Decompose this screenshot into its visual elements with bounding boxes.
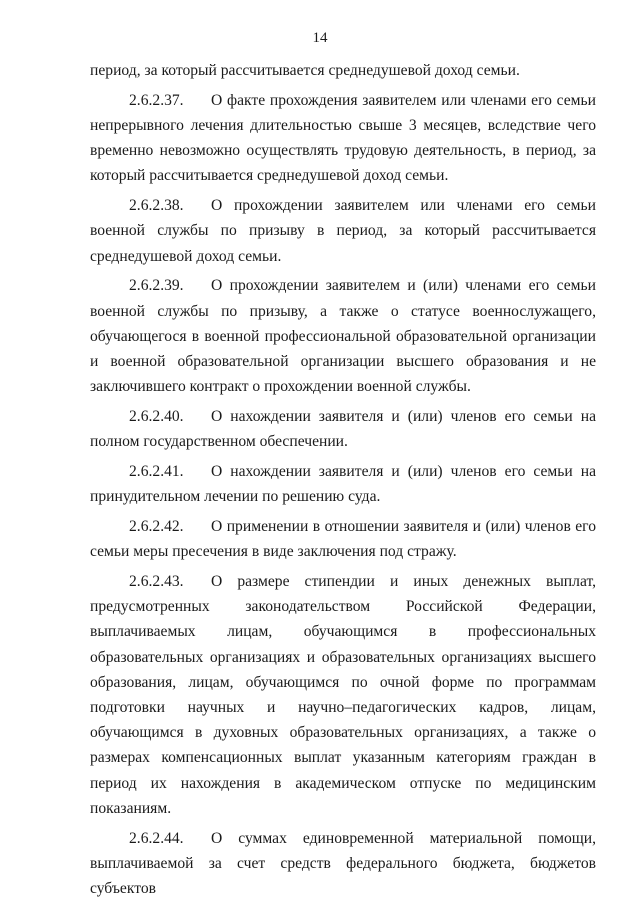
page-number: 14 — [312, 30, 328, 46]
paragraph — [90, 826, 596, 902]
paragraph — [90, 569, 596, 821]
paragraph — [90, 459, 596, 509]
paragraph-number: 2.6.2.43. — [129, 573, 184, 591]
paragraph-text: О нахождении заявителя и (или) членов его семьи на полном государственном обеспечении. — [90, 408, 596, 451]
paragraph — [90, 193, 596, 269]
paragraph-text: О факте прохождения заявителем или членами его семьи непрерывного лечения длительностью свыше 3 месяцев, вследствие чего временно невозможно осуществлять трудовую деятельность, в период, за который рассчитывается среднедушевой доход семьи. — [90, 91, 596, 185]
paragraph — [90, 404, 596, 454]
paragraph — [90, 58, 596, 83]
paragraph-text: О нахождении заявителя и (или) членов его семьи на принудительном лечении по решению суда. — [90, 463, 596, 506]
paragraph-text: О прохождении заявителем и (или) членами его семьи военной службы по призыву, а также о статусе военнослужащего, обучающегося в военной профессиональной образовательной организации и военной образовательной организации высшего образования и не заключившего контракт о прохождении военной службы. — [90, 277, 596, 396]
paragraph — [90, 273, 596, 399]
paragraph — [90, 88, 596, 189]
paragraph-text: О прохождении заявителем или членами его семьи военной службы по призыву в период, за который рассчитывается среднедушевой доход семьи. — [90, 197, 596, 265]
paragraph — [90, 514, 596, 564]
paragraph-text: период, за который рассчитывается среднедушевой доход семьи. — [90, 62, 520, 79]
paragraph-number: 2.6.2.41. — [129, 463, 184, 481]
paragraph-number: 2.6.2.44. — [129, 829, 184, 847]
paragraph-number: 2.6.2.38. — [129, 197, 184, 215]
paragraph-text: О применении в отношении заявителя и (или) членов его семьи меры пресечения в виде заключения под стражу. — [90, 518, 596, 561]
document-body — [90, 58, 596, 906]
paragraph-number: 2.6.2.40. — [129, 408, 184, 426]
paragraph-number: 2.6.2.42. — [129, 518, 184, 536]
paragraph-text: О размере стипендии и иных денежных выплат, предусмотренных законодательством Российской Федерации, выплачиваемых лицам, обучающимся в профессиональных образовательных организациях и образовательных организациях высшего образования, лицам, обучающимся по очной форме по программам подготовки научных и научно–педагогических кадров, лицам, обучающимся в духовных образовательных организациях, а также о размерах компенсационных выплат указанным категориям граждан в период их нахождения в академическом отпуске по медицинским показаниям. — [90, 573, 596, 817]
paragraph-number: 2.6.2.39. — [129, 277, 184, 295]
paragraph-text: О суммах единовременной материальной помощи, выплачиваемой за счет средств федерального бюджета, бюджетов субъектов — [90, 829, 596, 898]
paragraph-number: 2.6.2.37. — [129, 91, 184, 109]
